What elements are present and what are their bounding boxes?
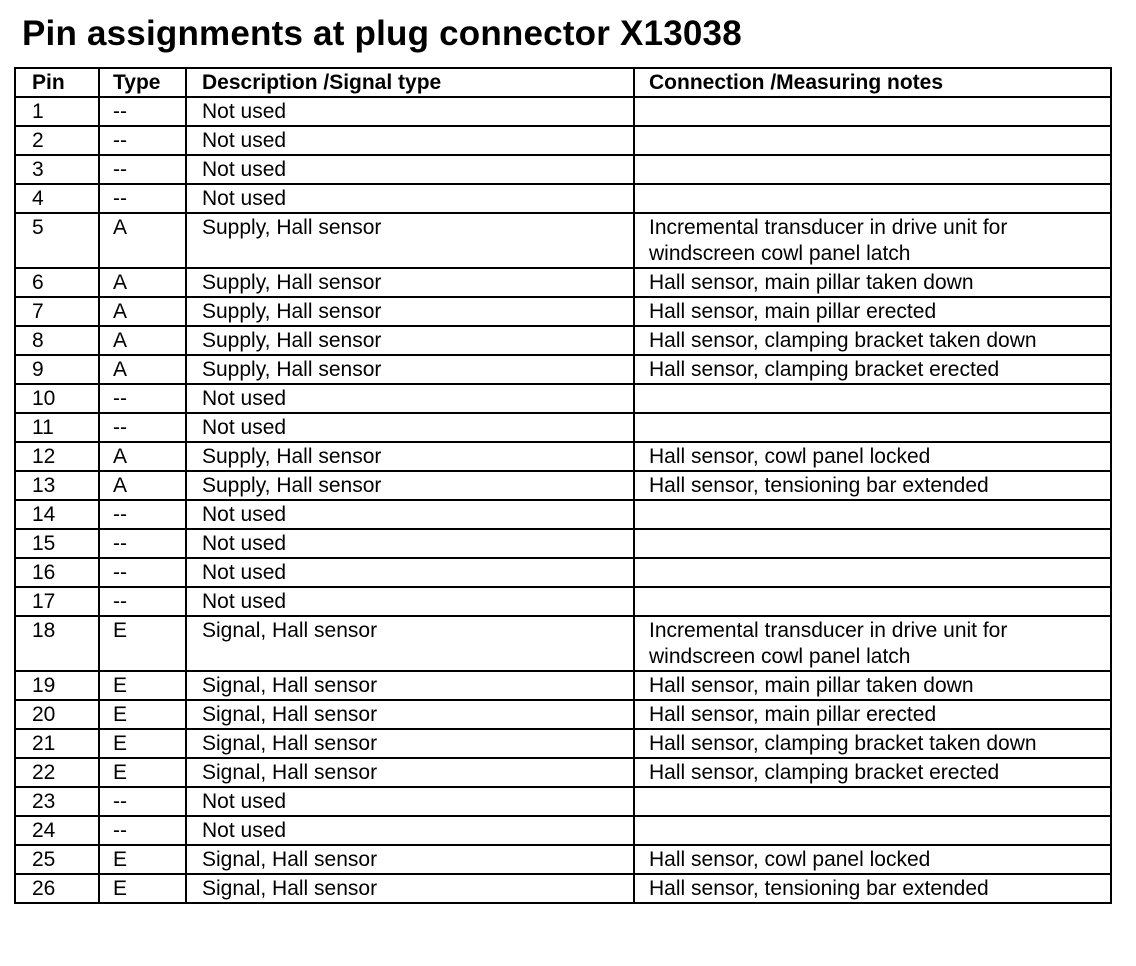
type-cell: -- (99, 126, 186, 155)
description-cell: Not used (186, 155, 634, 184)
type-cell: A (99, 471, 186, 500)
description-cell: Not used (186, 816, 634, 845)
description-cell: Supply, Hall sensor (186, 297, 634, 326)
type-cell: -- (99, 587, 186, 616)
connection-cell: Hall sensor, tensioning bar extended (634, 874, 1111, 903)
type-cell: -- (99, 384, 186, 413)
type-cell: E (99, 671, 186, 700)
pin-cell: 16 (15, 558, 99, 587)
connection-cell (634, 587, 1111, 616)
description-cell: Supply, Hall sensor (186, 326, 634, 355)
pin-cell: 26 (15, 874, 99, 903)
table-row (15, 700, 1111, 729)
pin-cell: 11 (15, 413, 99, 442)
description-cell: Supply, Hall sensor (186, 268, 634, 297)
type-cell: -- (99, 558, 186, 587)
table-row (15, 874, 1111, 903)
description-cell: Signal, Hall sensor (186, 758, 634, 787)
connection-cell (634, 816, 1111, 845)
type-cell: E (99, 616, 186, 671)
connection-cell: Hall sensor, cowl panel locked (634, 845, 1111, 874)
table-row (15, 442, 1111, 471)
table-row (15, 326, 1111, 355)
pin-cell: 8 (15, 326, 99, 355)
table-row (15, 587, 1111, 616)
table-row (15, 297, 1111, 326)
connection-cell: Incremental transducer in drive unit for windscreen cowl panel latch (634, 616, 1111, 671)
description-cell: Not used (186, 126, 634, 155)
connection-cell (634, 500, 1111, 529)
pin-cell: 15 (15, 529, 99, 558)
type-cell: -- (99, 816, 186, 845)
column-header-pin: Pin (15, 68, 99, 97)
pin-cell: 3 (15, 155, 99, 184)
connection-cell: Hall sensor, main pillar taken down (634, 671, 1111, 700)
description-cell: Not used (186, 529, 634, 558)
description-cell: Supply, Hall sensor (186, 213, 634, 268)
type-cell: A (99, 355, 186, 384)
table-row (15, 758, 1111, 787)
type-cell: E (99, 700, 186, 729)
table-row (15, 268, 1111, 297)
type-cell: A (99, 268, 186, 297)
column-header-connection: Connection /Measuring notes (634, 68, 1111, 97)
type-cell: -- (99, 529, 186, 558)
connection-cell: Hall sensor, tensioning bar extended (634, 471, 1111, 500)
type-cell: -- (99, 787, 186, 816)
type-cell: E (99, 758, 186, 787)
column-header-description: Description /Signal type (186, 68, 634, 97)
table-row (15, 816, 1111, 845)
description-cell: Supply, Hall sensor (186, 442, 634, 471)
pin-cell: 24 (15, 816, 99, 845)
connection-cell: Incremental transducer in drive unit for windscreen cowl panel latch (634, 213, 1111, 268)
pin-cell: 13 (15, 471, 99, 500)
description-cell: Not used (186, 184, 634, 213)
connection-cell (634, 529, 1111, 558)
table-row (15, 97, 1111, 126)
connection-cell (634, 126, 1111, 155)
type-cell: E (99, 729, 186, 758)
pin-cell: 23 (15, 787, 99, 816)
table-row (15, 558, 1111, 587)
description-cell: Signal, Hall sensor (186, 700, 634, 729)
table-row (15, 471, 1111, 500)
pin-cell: 20 (15, 700, 99, 729)
table-row (15, 787, 1111, 816)
connection-cell (634, 155, 1111, 184)
pin-cell: 9 (15, 355, 99, 384)
pin-cell: 6 (15, 268, 99, 297)
pin-cell: 17 (15, 587, 99, 616)
pin-assignment-table (14, 67, 1112, 904)
type-cell: -- (99, 155, 186, 184)
pin-cell: 25 (15, 845, 99, 874)
type-cell: -- (99, 97, 186, 126)
description-cell: Signal, Hall sensor (186, 729, 634, 758)
table-row (15, 126, 1111, 155)
connection-cell: Hall sensor, clamping bracket taken down (634, 729, 1111, 758)
description-cell: Not used (186, 587, 634, 616)
type-cell: A (99, 297, 186, 326)
pin-cell: 4 (15, 184, 99, 213)
table-row (15, 184, 1111, 213)
description-cell: Supply, Hall sensor (186, 471, 634, 500)
pin-cell: 19 (15, 671, 99, 700)
pin-cell: 12 (15, 442, 99, 471)
type-cell: A (99, 326, 186, 355)
connection-cell: Hall sensor, clamping bracket erected (634, 355, 1111, 384)
pin-cell: 1 (15, 97, 99, 126)
connection-cell: Hall sensor, clamping bracket erected (634, 758, 1111, 787)
connection-cell (634, 384, 1111, 413)
connection-cell (634, 97, 1111, 126)
description-cell: Not used (186, 97, 634, 126)
type-cell: -- (99, 500, 186, 529)
connection-cell: Hall sensor, clamping bracket taken down (634, 326, 1111, 355)
description-cell: Not used (186, 384, 634, 413)
description-cell: Signal, Hall sensor (186, 616, 634, 671)
table-row (15, 155, 1111, 184)
table-row (15, 671, 1111, 700)
table-row (15, 845, 1111, 874)
table-row (15, 413, 1111, 442)
pin-cell: 7 (15, 297, 99, 326)
table-body (15, 97, 1111, 903)
description-cell: Not used (186, 558, 634, 587)
description-cell: Supply, Hall sensor (186, 355, 634, 384)
table-row (15, 213, 1111, 268)
table-row (15, 500, 1111, 529)
pin-cell: 10 (15, 384, 99, 413)
type-cell: E (99, 874, 186, 903)
page-title: Pin assignments at plug connector X13038 (22, 14, 742, 53)
column-header-type: Type (99, 68, 186, 97)
type-cell: E (99, 845, 186, 874)
type-cell: A (99, 442, 186, 471)
table-row (15, 384, 1111, 413)
connection-cell: Hall sensor, main pillar erected (634, 297, 1111, 326)
table-row (15, 616, 1111, 671)
connection-cell (634, 413, 1111, 442)
type-cell: -- (99, 184, 186, 213)
pin-cell: 5 (15, 213, 99, 268)
connection-cell (634, 558, 1111, 587)
pin-cell: 18 (15, 616, 99, 671)
connection-cell (634, 184, 1111, 213)
connection-cell: Hall sensor, main pillar erected (634, 700, 1111, 729)
description-cell: Not used (186, 413, 634, 442)
type-cell: -- (99, 413, 186, 442)
pin-cell: 14 (15, 500, 99, 529)
pin-cell: 21 (15, 729, 99, 758)
description-cell: Signal, Hall sensor (186, 671, 634, 700)
description-cell: Signal, Hall sensor (186, 845, 634, 874)
description-cell: Not used (186, 500, 634, 529)
table-row (15, 729, 1111, 758)
table-row (15, 355, 1111, 384)
table-header-row (15, 68, 1111, 97)
type-cell: A (99, 213, 186, 268)
connection-cell (634, 787, 1111, 816)
description-cell: Signal, Hall sensor (186, 874, 634, 903)
pin-cell: 22 (15, 758, 99, 787)
pin-cell: 2 (15, 126, 99, 155)
table-row (15, 529, 1111, 558)
description-cell: Not used (186, 787, 634, 816)
connection-cell: Hall sensor, main pillar taken down (634, 268, 1111, 297)
connection-cell: Hall sensor, cowl panel locked (634, 442, 1111, 471)
